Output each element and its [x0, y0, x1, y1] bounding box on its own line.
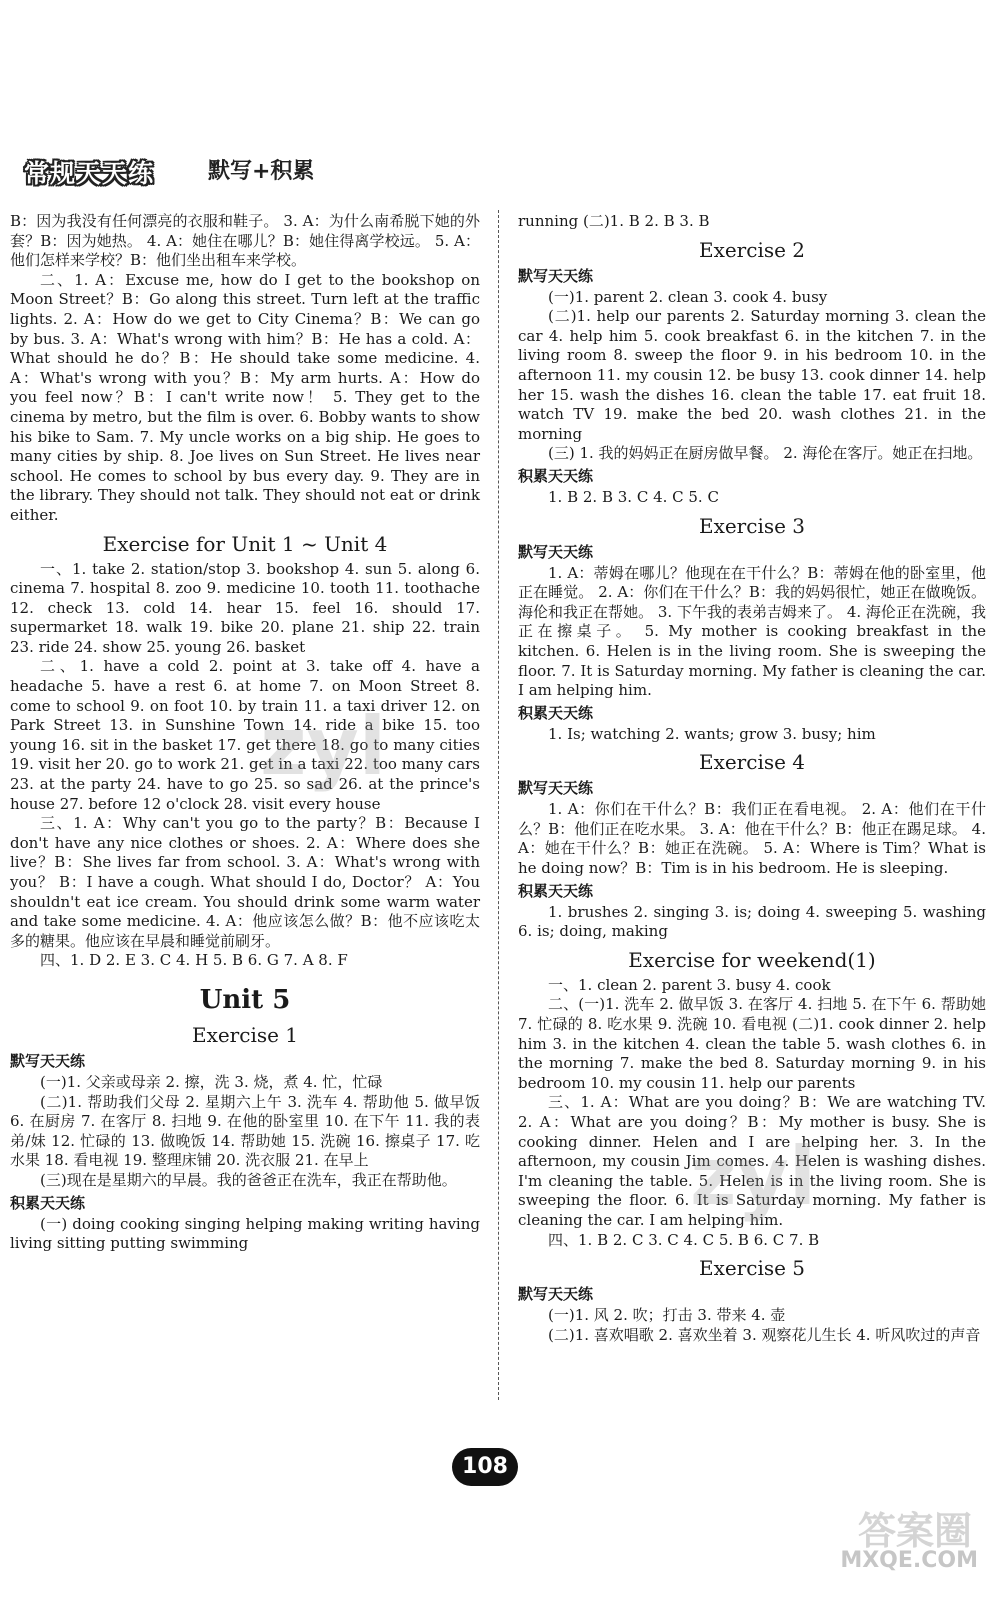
- answer-paragraph: 1. A：你们在干什么？B：我们正在看电视。 2. A：他们在干什么？B：他们正在吃水果。 3. A：他在干什么？B：他正在踢足球。 4. A：她在干什么？B：她正在洗碗。 5. A：Where is Tim？What is he doing now？B：Tim is in his bedroom. He is sleeping.: [518, 800, 986, 878]
- exercise-heading: Exercise for Unit 1 ~ Unit 4: [102, 531, 388, 556]
- answer-paragraph: 二、(一)1. 洗车 2. 做早饭 3. 在客厅 4. 扫地 5. 在下午 6. 帮助她 7. 忙碌的 8. 吃水果 9. 洗碗 10. 看电视 (二)1. cook dinner 2. help him 3. in the kitchen 4. clean the table 5. wash clothes 6. in the morning 7. make the bed 8. Saturday morning 9. in his bedroom 10. my cousin 11. help our parents: [518, 995, 986, 1092]
- answer-paragraph: 二、1. A：Excuse me, how do I get to the bookshop on Moon Street？B：Go along this street. Turn left at the traffic lights. 2. A：How do we get to City Cinema？B：We can go by bus. 3. A：What's wrong with him？B：He has a cold. A：What should he do？B：He should take some medicine. 4. A：What's wrong with you？B：My arm hurts. A：How do you feel now？B：I can't write now！ 5. They get to the cinema by metro, but the film is over. 6. Bobby wants to show his bike to Sam. 7. My uncle works on a big ship. He goes to many cities by ship. 8. Joe lives on Sun Street. He lives near school. He comes to school by bus every day. 9. They are in the library. They should not talk. They should not eat or drink either.: [10, 270, 480, 524]
- answer-paragraph: running (二)1. B 2. B 3. B: [518, 212, 710, 230]
- answer-paragraph: 四、1. D 2. E 3. C 4. H 5. B 6. G 7. A 8. F: [40, 951, 348, 970]
- section-banner: [8, 152, 358, 188]
- unit-heading: Unit 5: [199, 984, 291, 1015]
- answer-paragraph: 1. B 2. B 3. C 4. C 5. C: [548, 487, 719, 506]
- exercise-heading: Exercise 4: [698, 750, 806, 775]
- left-column: [10, 212, 480, 1254]
- answer-paragraph: 三、1. A：Why can't you go to the party？B：Because I don't have any nice clothes or shoes. 2. A：Where does she live？B：She lives far from school. 3. A：What's wrong with you？ B：I have a cough. What should I do, Doctor？ A：You shouldn't eat ice cream. You should drink some warm water and take some medicine. 4. A：他应该怎么做？B：他不应该吃太多的糖果。他应该在早晨和睡觉前刷牙。: [10, 814, 480, 950]
- answer-paragraph: 一、1. clean 2. parent 3. busy 4. cook: [548, 975, 831, 994]
- answer-paragraph: 二、1. have a cold 2. point at 3. take off 4. have a headache 5. have a rest 6. at home 7. on Moon Street 8. come to school 9. on foot 10. by train 11. a taxi driver 12. on Park Street 13. in Sunshine Town 14. ride a bike 15. too young 16. sit in the basket 17. get there 18. go to many cities 19. visit her 20. go to work 21. get in a taxi 22. too many cars 23. at the party 24. have to go 25. so sad 26. at the prince's house 27. before 12 o'clock 28. visit every house: [10, 657, 481, 813]
- answer-paragraph: 1. Is; watching 2. wants; grow 3. busy; him: [548, 724, 876, 743]
- answer-paragraph: 1. brushes 2. singing 3. is; doing 4. sweeping 5. washing 6. is; doing, making: [518, 902, 986, 941]
- page-number: 108: [452, 1448, 518, 1486]
- answer-paragraph: (二)1. 喜欢唱歌 2. 喜欢坐着 3. 观察花儿生长 4. 听风吹过的声音: [548, 1325, 981, 1344]
- exercise-heading: Exercise 1: [191, 1022, 299, 1047]
- answer-paragraph: B：因为我没有任何漂亮的衣服和鞋子。 3. A：为什么南希脱下她的外套？B：因为她热。 4. A：她住在哪儿？B：她住得离学校远。 5. A：他们怎样来学校？B：他们坐出租车来学校。: [10, 212, 480, 270]
- answer-paragraph: (一) doing cooking singing helping making writing having living sitting putting swimming: [10, 1214, 480, 1253]
- answer-paragraph: 三、1. A：What are you doing？B：We are watching TV. 2. A：What are you doing？B：My mother is busy. She is cooking dinner. Helen and I are helping her. 3. In the afternoon, my cousin Jim comes. 4. Helen is washing dishes. I'm cleaning the table. 5. Helen is in the living room. She is sweeping the floor. 6. It is Saturday morning. My father is cleaning the car. I am helping him.: [518, 1093, 986, 1229]
- exercise-heading: Exercise 3: [698, 513, 806, 538]
- answer-paragraph: (二)1. help our parents 2. Saturday morning 3. clean the car 4. help him 5. cook breakfast 6. in the kitchen 7. in the living room 8. sweep the floor 9. in his bedroom 10. in the afternoon 11. my cousin 12. be busy 13. cook dinner 14. help her 15. wash the dishes 16. clean the table 17. eat fruit 18. watch TV 19. make the bed 20. wash clothes 21. in the morning: [518, 307, 986, 443]
- watermark-text: zyl: [690, 1130, 817, 1223]
- answer-paragraph: (一)1. 父亲或母亲 2. 擦，洗 3. 烧，煮 4. 忙，忙碌: [40, 1072, 383, 1091]
- answer-paragraph: 一、1. take 2. station/stop 3. bookshop 4. sun 5. along 6. cinema 7. hospital 8. zoo 9. medicine 10. tooth 11. toothache 12. check 13. cold 14. hear 15. feel 16. should 17. supermarket 18. walk 19. bike 20. plane 21. ship 22. train 23. ride 24. show 25. young 26. basket: [10, 559, 480, 656]
- answer-paragraph: (二)1. 帮助我们父母 2. 星期六上午 3. 洗车 4. 帮助他 5. 做早饭 6. 在厨房 7. 在客厅 8. 扫地 9. 在他的卧室里 10. 在下午 11. 我的表弟/妹 12. 忙碌的 13. 做晚饭 14. 帮助她 15. 洗碗 16. 擦桌子 17. 吃水果 18. 看电视 19. 整理床铺 20. 洗衣服 21. 在早上: [10, 1092, 480, 1170]
- answer-paragraph: (一)1. 风 2. 吹；打击 3. 带来 4. 壶: [548, 1306, 786, 1325]
- section-label: 积累天天练: [518, 703, 594, 722]
- exercise-heading: Exercise 2: [698, 237, 806, 262]
- section-label: 默写天天练: [518, 779, 594, 798]
- banner-subtitle: 默写+积累: [208, 159, 315, 184]
- answer-paragraph: (三)现在是星期六的早晨。我的爸爸正在洗车，我正在帮助他。: [40, 1170, 457, 1189]
- section-label: 积累天天练: [518, 466, 594, 485]
- section-label: 默写天天练: [518, 1285, 594, 1304]
- exercise-heading: Exercise for weekend(1): [628, 947, 876, 972]
- banner-title: 常规天天练: [24, 159, 155, 188]
- answer-paragraph: (三) 1. 我的妈妈正在厨房做早餐。 2. 海伦在客厅。她正在扫地。: [548, 444, 983, 463]
- section-label: 默写天天练: [518, 542, 594, 561]
- section-label: 积累天天练: [10, 1193, 86, 1212]
- section-label: 积累天天练: [518, 881, 594, 900]
- section-label: 默写天天练: [10, 1051, 86, 1070]
- answer-paragraph: 1. A：蒂姆在哪儿？他现在在干什么？B：蒂姆在他的卧室里，他正在睡觉。 2. A：你们在干什么？B：我的妈妈很忙，她正在做晚饭。海伦和我正在帮她。 3. 下午我的表弟吉姆来了。 4. 海伦正在洗碗，我正在擦桌子。 5. My mother is cooking breakfast in the kitchen. 6. Helen is in the living room. She is sweeping the floor. 7. It is Saturday morning. My father is cleaning the car. I am helping him.: [518, 563, 986, 700]
- watermark-logo: 答案圈: [857, 1509, 972, 1553]
- exercise-heading: Exercise 5: [698, 1256, 806, 1281]
- answer-paragraph: 四、1. B 2. C 3. C 4. C 5. B 6. C 7. B: [548, 1230, 820, 1249]
- section-label: 默写天天练: [518, 266, 594, 285]
- answer-paragraph: (一)1. parent 2. clean 3. cook 4. busy: [548, 287, 828, 306]
- watermark-text: zyl: [260, 700, 387, 793]
- column-divider: [498, 210, 499, 1400]
- watermark-site: MXQE.COM: [840, 1548, 978, 1573]
